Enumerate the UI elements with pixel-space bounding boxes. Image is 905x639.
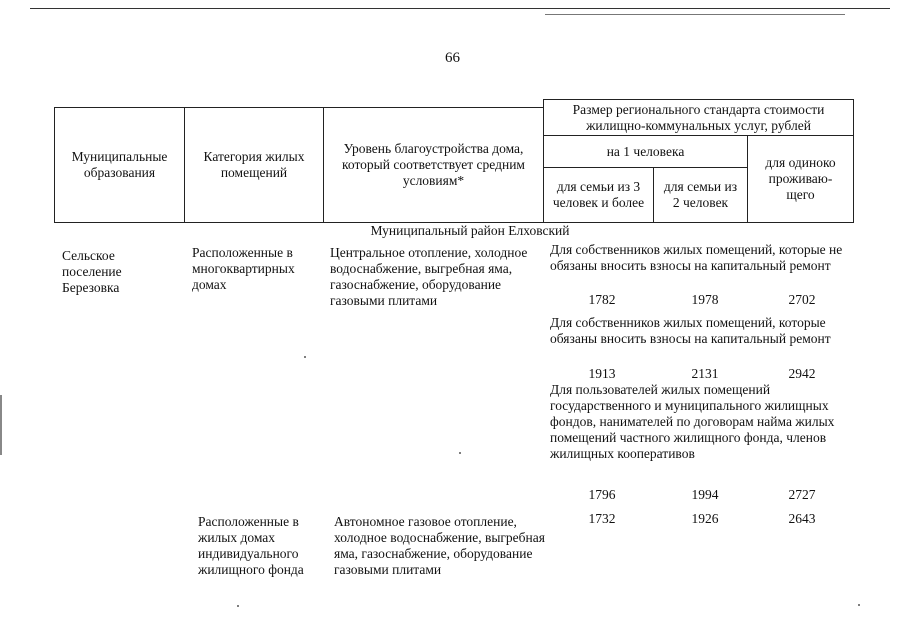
top-rule-short: [545, 14, 845, 15]
header-family2: [653, 167, 748, 223]
header-level-text: Уровень благоустройства дома, который соответствует средним условиям*: [342, 141, 525, 188]
individual-family3: 1732: [588, 511, 616, 526]
header-family3-text: для семьи из 3 человек и более: [552, 179, 645, 210]
header-single: [747, 135, 854, 223]
group-3-family2: 1994: [691, 487, 719, 502]
group-1-family3: 1782: [588, 292, 616, 307]
page-number: 66: [445, 50, 460, 66]
level-apartments: Центральное отопление, холодное водоснабжение, выгребная яма, газоснабжение, оборудование газовыми плитами: [330, 245, 528, 308]
individual-single: 2643: [788, 511, 816, 526]
header-single-text: для одиноко проживаю-щего: [765, 155, 836, 202]
group-3-family3: 1796: [588, 487, 616, 502]
group-2-label: Для собственников жилых помещений, которые обязаны вносить взносы на капитальный ремонт: [550, 315, 831, 346]
category-apartments: Расположенные в многоквартирных домах: [192, 245, 295, 292]
level-individual-houses: Автономное газовое отопление, холодное водоснабжение, выгребная яма, газоснабжение, оборудование газовыми плитами: [334, 514, 545, 577]
group-1-label: Для собственников жилых помещений, которые не обязаны вносить взносы на капитальный ремонт: [550, 242, 843, 273]
header-category: [184, 107, 324, 223]
group-2-single: 2942: [788, 366, 816, 381]
district-title: Муниципальный район Елховский: [370, 223, 570, 238]
header-family2-text: для семьи из 2 человек: [663, 179, 738, 210]
header-municipal: [54, 107, 185, 223]
scan-speck: [237, 605, 239, 607]
scan-speck: [858, 604, 860, 606]
group-2-family3: 1913: [588, 366, 616, 381]
group-1-family2: 1978: [691, 292, 719, 307]
group-3-single: 2727: [788, 487, 816, 502]
group-2-family2: 2131: [691, 366, 719, 381]
scan-edge-mark: [0, 395, 2, 455]
header-per-person: [543, 135, 748, 168]
header-per-person-text: на 1 человека: [606, 143, 685, 159]
group-1-single: 2702: [788, 292, 816, 307]
scan-speck: [459, 452, 461, 454]
category-individual-houses: Расположенные в жилых домах индивидуального жилищного фонда: [198, 514, 304, 577]
header-municipal-text: Муниципальные образования: [71, 149, 168, 180]
individual-family2: 1926: [691, 511, 719, 526]
header-standard-size-text: Размер регионального стандарта стоимости жилищно-коммунальных услуг, рублей: [572, 101, 825, 133]
group-3-label: Для пользователей жилых помещений государственного и муниципального жилищных фондов, нанимателей по договорам найма жилых помещений частного жилищного фонда, членов жилищных кооперативов: [550, 382, 835, 461]
top-rule: [30, 8, 890, 9]
header-category-text: Категория жилых помещений: [203, 149, 305, 180]
municipality-name: Сельское поселение Березовка: [62, 248, 122, 295]
header-standard-size: [543, 99, 854, 136]
header-family3: [543, 167, 654, 223]
scan-speck: [304, 356, 306, 358]
header-level: [323, 107, 544, 223]
